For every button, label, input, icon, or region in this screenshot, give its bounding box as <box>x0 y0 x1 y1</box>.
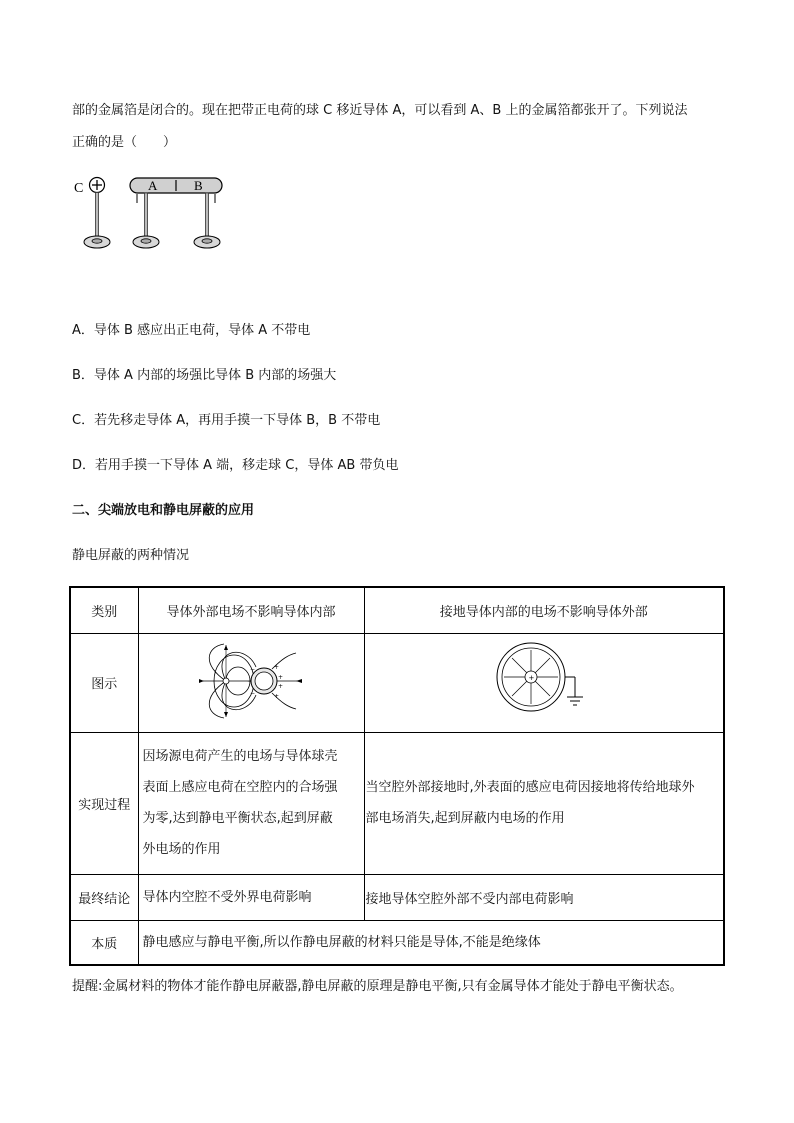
section-heading: 二、尖端放电和静电屏蔽的应用 <box>72 503 255 518</box>
essence-row-label: 本质 <box>70 920 138 965</box>
option-b: B．导体 A 内部的场强比导体 B 内部的场强大 <box>72 368 337 383</box>
header-external-field: 导体外部电场不影响导体内部 <box>138 587 364 633</box>
conclusion-grounded-text: 接地导体空腔外部不受内部电荷影响 <box>364 874 724 920</box>
reminder-note: 提醒:金属材料的物体才能作静电屏蔽器,静电屏蔽的原理是静电平衡,只有金属导体才能处于静电平衡状态。 <box>72 979 683 994</box>
header-grounded-conductor: 接地导体内部的电场不影响导体外部 <box>364 587 724 633</box>
process-grounded-text <box>364 732 724 874</box>
process-external-line: 为零,达到静电平衡状态,起到屏蔽 <box>142 811 333 826</box>
header-category: 类别 <box>70 587 138 633</box>
table-figure-row <box>70 633 724 732</box>
svg-text:+: + <box>274 663 280 671</box>
table-process-row <box>70 732 724 874</box>
label-c: C <box>74 181 84 196</box>
process-external-line: 因场源电荷产生的电场与导体球壳 <box>142 749 338 764</box>
option-d: D．若用手摸一下导体 A 端，移走球 C，导体 AB 带负电 <box>72 458 399 473</box>
option-a: A．导体 B 感应出正电荷，导体 A 不带电 <box>72 323 311 338</box>
svg-text:+: + <box>278 673 284 681</box>
svg-text:−: − <box>250 689 256 697</box>
svg-text:−: − <box>250 665 256 673</box>
table-essence-row <box>70 920 724 965</box>
table-conclusion-row <box>70 874 724 920</box>
grounded-shell-diagram <box>489 641 599 721</box>
conclusion-row-label: 最终结论 <box>70 874 138 920</box>
external-field-figure-cell <box>138 633 364 732</box>
process-grounded-line: 部电场消失,起到屏蔽内电场的作用 <box>365 811 565 826</box>
essence-text: 静电感应与静电平衡,所以作静电屏蔽的材料只能是导体,不能是绝缘体 <box>138 920 724 965</box>
process-grounded-line: 当空腔外部接地时,外表面的感应电荷因接地将传给地球外 <box>365 780 695 795</box>
process-row-label: 实现过程 <box>70 732 138 874</box>
label-a: A <box>148 178 158 193</box>
process-external-line: 表面上感应电荷在空腔内的合场强 <box>142 780 338 795</box>
svg-text:+: + <box>274 692 280 700</box>
shell-in-external-field-diagram <box>196 641 306 721</box>
option-c: C．若先移走导体 A，再用手摸一下导体 B，B 不带电 <box>72 413 381 428</box>
section-subheading: 静电屏蔽的两种情况 <box>72 548 190 563</box>
question-text-line2: 正确的是（ ） <box>72 135 177 150</box>
grounded-shell-figure-cell <box>364 633 724 732</box>
svg-text:+: + <box>278 682 284 690</box>
question-text-line1: 部的金属箔是闭合的。现在把带正电荷的球 C 移近导体 A，可以看到 A、B 上的金属箔都张开了。下列说法 <box>72 103 688 118</box>
svg-text:+: + <box>528 673 535 682</box>
conclusion-external-text: 导体内空腔不受外界电荷影响 <box>138 874 364 920</box>
svg-text:−: − <box>247 677 253 685</box>
process-external-field-text <box>138 732 364 874</box>
figure-row-label: 图示 <box>70 633 138 732</box>
label-b: B <box>194 178 203 193</box>
table-header-row <box>70 587 724 633</box>
process-external-line: 外电场的作用 <box>142 842 221 857</box>
conductor-figure <box>72 172 232 252</box>
shielding-table <box>69 586 725 966</box>
